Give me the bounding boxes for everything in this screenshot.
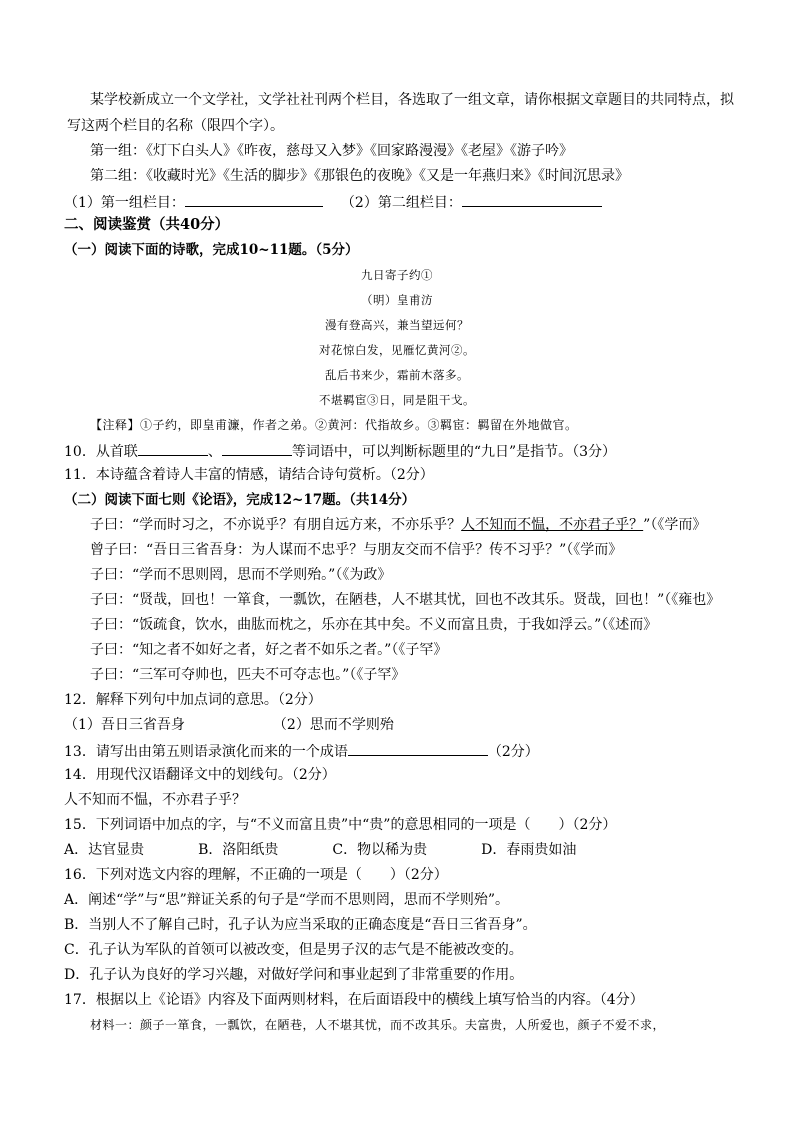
lunyu-quote: 子曰：“贤哉，回也！一箪食，一瓢饮，在陋巷，人不堪其忧，回也不改其乐。贤哉，回也！”（《雍也》 <box>90 592 721 608</box>
poem-line: 乱后书来少，霜前木落多。 <box>325 368 469 382</box>
q10-blank-1[interactable] <box>138 441 208 456</box>
q12-item-2: （2）思而不学则殆 <box>272 717 394 733</box>
q10-text: 10．从首联 <box>64 444 138 460</box>
poem-author: （明）皇甫汸 <box>361 293 433 307</box>
lunyu-quote: 曾子曰：“吾日三省吾身：为人谋而不忠乎？与朋友交而不信乎？传不习乎？”（《学而》 <box>90 542 623 558</box>
q10-separator: 、 <box>207 444 222 460</box>
part1-heading: （一）阅读下面的诗歌，完成10~11题。（5分） <box>64 242 359 258</box>
poem-note: 【注释】①子约，即皇甫濂，作者之弟。②黄河：代指故乡。③羁宦：羁留在外地做官。 <box>90 418 578 432</box>
q13-score: （2分） <box>487 744 539 760</box>
q14-sentence: 人不知而不愠，不亦君子乎？ <box>64 792 246 808</box>
underlined-sentence: 人不知而不愠，不亦君子乎？ <box>461 517 644 533</box>
q10-text-end: 等词语中，可以判断标题里的“九日”是指节。（3分） <box>291 444 617 460</box>
q15-option-a[interactable]: A．达官显贵 <box>64 842 145 858</box>
q16-option-b[interactable]: B．当别人不了解自己时，孔子认为应当采取的正确态度是“吾日三省吾身”。 <box>64 917 537 933</box>
question-13 <box>64 741 539 761</box>
poem-line: 漫有登高兴，兼当望远何？ <box>325 318 469 332</box>
q15-option-d[interactable]: D．春雨贵如油 <box>481 842 577 858</box>
group2-titles: 第二组：《收藏时光》《生活的脚步》《那银色的夜晚》《又是一年燕归来》《时间沉思录》 <box>90 168 629 184</box>
group1-titles: 第一组：《灯下白头人》《昨夜，慈母又入梦》《回家路漫漫》《老屋》《游子吟》 <box>90 143 573 159</box>
q15-options <box>64 841 576 859</box>
answer1-blank[interactable] <box>185 192 323 207</box>
answer2-blank[interactable] <box>462 192 602 207</box>
q12-items <box>64 716 394 734</box>
question-16: 16．下列对选文内容的理解，不正确的一项是（ ）（2分） <box>64 867 448 883</box>
lunyu-quote: 子曰：“知之者不如好之者，好之者不如乐之者。”（《子罕》 <box>90 642 448 658</box>
question-14: 14．用现代汉语翻译文中的划线句。（2分） <box>64 767 336 783</box>
q12-item-1: （1）吾日三省吾身 <box>64 717 185 733</box>
q16-option-a[interactable]: A．阐述“学”与“思”辩证关系的句子是“学而不思则罔，思而不学则殆”。 <box>64 892 510 908</box>
column-answer-line <box>64 192 602 212</box>
poem-line: 不堪羁宦③日，同是阻干戈。 <box>319 393 475 407</box>
section2-title: 二、阅读鉴赏（共40分） <box>64 216 230 233</box>
question-17: 17．根据以上《论语》内容及下面两则材料，在后面语段中的横线上填写恰当的内容。（4分） <box>64 992 644 1008</box>
question-10 <box>64 441 616 461</box>
poem-title: 九日寄子约① <box>361 268 433 282</box>
part2-heading: （二）阅读下面七则《论语》，完成12~17题。（共14分） <box>64 492 416 508</box>
q10-blank-2[interactable] <box>222 441 292 456</box>
q13-text: 13．请写出由第五则语录演化而来的一个成语 <box>64 744 348 760</box>
poem-line: 对花惊白发，见雁忆黄河②。 <box>319 343 475 357</box>
answer2-label: （2）第二组栏目： <box>340 195 462 211</box>
question-11: 11．本诗蕴含着诗人丰富的情感，请结合诗句赏析。（2分） <box>64 467 434 483</box>
q17-material-1: 材料一：颜子一箪食，一瓢饮，在陋巷，人不堪其忧，而不改其乐。夫富贵，人所爱也，颜子不爱不求， <box>90 1018 666 1032</box>
question-12: 12．解释下列句中加点词的意思。（2分） <box>64 692 322 708</box>
intro-paragraph-line2: 写这两个栏目的名称（限四个字）。 <box>67 118 284 134</box>
q13-blank[interactable] <box>348 741 488 756</box>
question-15: 15．下列词语中加点的字，与“不义而富且贵”中“贵”的意思相同的一项是（ ）（2分） <box>64 817 617 833</box>
intro-paragraph-line1: 某学校新成立一个文学社，文学社社刊两个栏目，各选取了一组文章，请你根据文章题目的共同特点，拟 <box>90 92 734 108</box>
answer1-label: （1）第一组栏目： <box>64 195 185 211</box>
quote-source: ”（《学而》 <box>643 517 707 533</box>
lunyu-quote: 子曰：“饭疏食，饮水，曲肱而枕之，乐亦在其中矣。不义而富且贵，于我如浮云。”（《述而》 <box>90 617 658 633</box>
lunyu-quote: 子曰：“学而不思则罔，思而不学则殆。”（《为政》 <box>90 567 392 583</box>
lunyu-quote: 子曰：“三军可夺帅也，匹夫不可夺志也。”（《子罕》 <box>90 667 406 683</box>
q15-option-b[interactable]: B．洛阳纸贵 <box>198 842 279 858</box>
q16-option-d[interactable]: D．孔子认为良好的学习兴趣，对做好学问和事业起到了非常重要的作用。 <box>64 967 524 983</box>
quote-text: 子曰：“学而时习之，不亦说乎？有朋自远方来，不亦乐乎？ <box>90 517 462 533</box>
lunyu-quote <box>90 516 706 534</box>
q15-option-c[interactable]: C．物以稀为贵 <box>332 842 428 858</box>
q16-option-c[interactable]: C．孔子认为军队的首领可以被改变，但是男子汉的志气是不能被改变的。 <box>64 942 523 958</box>
